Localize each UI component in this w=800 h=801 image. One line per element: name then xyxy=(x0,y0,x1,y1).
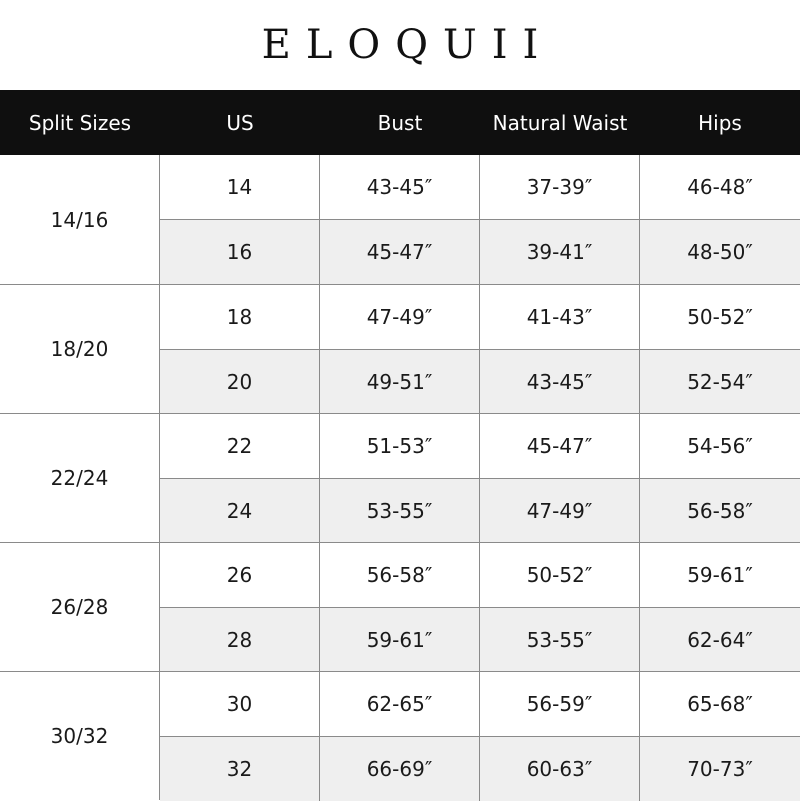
hips-cell: 46-48″ xyxy=(687,175,753,199)
table-row xyxy=(160,736,800,801)
table-header xyxy=(0,90,800,155)
brand-logo: ELOQUII xyxy=(261,22,554,68)
hips-cell: 54-56″ xyxy=(687,434,753,458)
size-group xyxy=(0,155,800,284)
bust-cell: 62-65″ xyxy=(320,672,480,736)
us-size-cell: 16 xyxy=(160,220,320,284)
us-size-cell: 32 xyxy=(160,737,320,801)
header-natural-waist: Natural Waist xyxy=(492,110,628,135)
table-row xyxy=(160,478,800,543)
hips-cell: 59-61″ xyxy=(687,563,753,587)
table-row xyxy=(160,607,800,672)
natural-waist-cell: 47-49″ xyxy=(480,479,640,543)
natural-waist-cell: 45-47″ xyxy=(480,414,640,478)
us-size-cell: 18 xyxy=(160,285,320,349)
us-size-cell: 20 xyxy=(160,350,320,414)
hips-cell: 50-52″ xyxy=(687,305,753,329)
split-size-cell: 30/32 xyxy=(0,672,160,800)
bust-cell: 45-47″ xyxy=(320,220,480,284)
bust-cell: 66-69″ xyxy=(320,737,480,801)
us-size-cell: 22 xyxy=(160,414,320,478)
us-size-cell: 26 xyxy=(160,543,320,607)
natural-waist-cell: 50-52″ xyxy=(480,543,640,607)
us-size-cell: 28 xyxy=(160,608,320,672)
hips-cell: 48-50″ xyxy=(687,240,753,264)
bust-cell: 59-61″ xyxy=(320,608,480,672)
header-hips: Hips xyxy=(698,110,742,135)
us-size-cell: 14 xyxy=(160,155,320,219)
split-size-cell: 22/24 xyxy=(0,414,160,542)
size-group xyxy=(0,671,800,800)
size-group xyxy=(0,284,800,413)
natural-waist-cell: 41-43″ xyxy=(480,285,640,349)
split-size-cell: 18/20 xyxy=(0,285,160,413)
bust-cell: 56-58″ xyxy=(320,543,480,607)
natural-waist-cell: 43-45″ xyxy=(480,350,640,414)
hips-cell: 52-54″ xyxy=(687,370,753,394)
bust-cell: 49-51″ xyxy=(320,350,480,414)
table-row xyxy=(160,672,800,736)
natural-waist-cell: 39-41″ xyxy=(480,220,640,284)
bust-cell: 43-45″ xyxy=(320,155,480,219)
hips-cell: 65-68″ xyxy=(687,692,753,716)
size-chart-table xyxy=(0,155,800,800)
natural-waist-cell: 53-55″ xyxy=(480,608,640,672)
hips-cell: 62-64″ xyxy=(687,628,753,652)
table-row xyxy=(160,543,800,607)
bust-cell: 51-53″ xyxy=(320,414,480,478)
bust-cell: 47-49″ xyxy=(320,285,480,349)
split-size-cell: 14/16 xyxy=(0,155,160,284)
bust-cell: 53-55″ xyxy=(320,479,480,543)
us-size-cell: 30 xyxy=(160,672,320,736)
size-group xyxy=(0,542,800,671)
header-bust: Bust xyxy=(377,110,423,135)
split-size-cell: 26/28 xyxy=(0,543,160,671)
table-row xyxy=(160,155,800,219)
natural-waist-cell: 60-63″ xyxy=(480,737,640,801)
table-row xyxy=(160,219,800,284)
brand-header xyxy=(0,0,800,90)
us-size-cell: 24 xyxy=(160,479,320,543)
hips-cell: 56-58″ xyxy=(687,499,753,523)
table-row xyxy=(160,414,800,478)
hips-cell: 70-73″ xyxy=(687,757,753,781)
header-split-sizes: Split Sizes xyxy=(28,110,132,135)
natural-waist-cell: 56-59″ xyxy=(480,672,640,736)
size-group xyxy=(0,413,800,542)
table-row xyxy=(160,349,800,414)
table-row xyxy=(160,285,800,349)
header-us: US xyxy=(226,110,254,135)
natural-waist-cell: 37-39″ xyxy=(480,155,640,219)
